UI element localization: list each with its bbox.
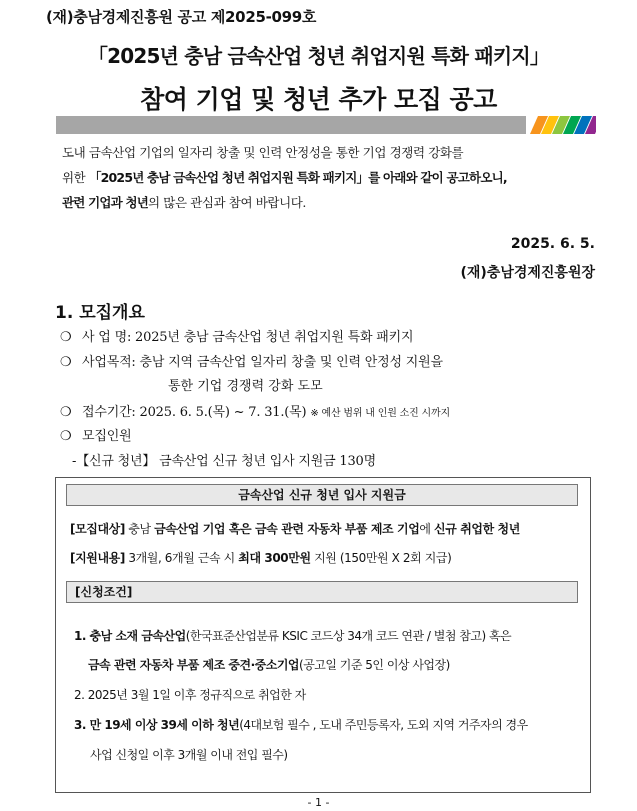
title-line1: 「2025년 충남 금속산업 청년 취업지원 특화 패키지」 bbox=[87, 44, 550, 68]
condition-3-bold: 3. 만 19세 이상 39세 이하 청년 bbox=[74, 718, 240, 732]
target-line bbox=[70, 520, 520, 537]
support-box bbox=[55, 477, 591, 793]
bullet-icon: ❍ bbox=[60, 330, 72, 345]
bullet-icon: ❍ bbox=[60, 355, 72, 370]
item-period bbox=[60, 401, 450, 420]
support-box-heading: 금속산업 신규 청년 입사 지원금 bbox=[66, 484, 578, 506]
page-number: - 1 - bbox=[307, 796, 330, 809]
target-bold1: 금속산업 기업 혹은 금속 관련 자동차 부품 제조 기업 bbox=[154, 522, 420, 536]
period-note: ※ 예산 범위 내 인원 소진 시까지 bbox=[310, 408, 450, 419]
intro-paragraph bbox=[62, 140, 602, 215]
item-project-name bbox=[60, 326, 413, 345]
item-recruit bbox=[60, 425, 131, 444]
conditions-heading: [신청조건] bbox=[66, 581, 578, 603]
support-bold: 최대 300만원 bbox=[238, 551, 311, 565]
recruit-text: 모집인원 bbox=[82, 429, 132, 444]
bullet-icon: ❍ bbox=[60, 429, 72, 444]
item-purpose bbox=[60, 351, 443, 370]
project-name-text: 사 업 명: 2025년 충남 금속산업 청년 취업지원 특화 패키지 bbox=[82, 330, 414, 345]
purpose-text-line1: 사업목적: 충남 지역 금속산업 일자리 창출 및 인력 안정성 지원을 bbox=[82, 355, 443, 370]
issuer-name: (재)충남경제진흥원장 bbox=[460, 265, 595, 281]
support-line bbox=[70, 549, 451, 566]
intro-line3 bbox=[62, 190, 602, 215]
notice-date: 2025. 6. 5. bbox=[510, 236, 595, 252]
condition-3-rest: (4대보험 필수 , 도내 주민등록자, 도외 지역 거주자의 경우 bbox=[239, 718, 528, 732]
target-bold2: 신규 취업한 청년 bbox=[434, 522, 520, 536]
intro-line2-bold: 「2025년 충남 금속산업 청년 취업지원 특화 패키지」를 아래와 같이 공고하오니, bbox=[88, 170, 507, 185]
support-tag: [지원내용] bbox=[70, 551, 125, 565]
support-text2: 지원 (150만원 X 2회 지급) bbox=[310, 551, 452, 565]
period-text: 접수기간: 2025. 6. 5.(목) ~ 7. 31.(목) bbox=[82, 405, 311, 420]
section-title: 1. 모집개요 bbox=[55, 303, 145, 323]
decorative-banner bbox=[56, 116, 593, 134]
intro-line2 bbox=[62, 165, 602, 190]
title-line2: 참여 기업 및 청년 추가 모집 공고 bbox=[140, 85, 497, 114]
condition-3b: 사업 신청일 이후 3개월 이내 전입 필수) bbox=[90, 748, 288, 762]
recruit-detail: -【신규 청년】 금속산업 신규 청년 입사 지원금 130명 bbox=[72, 454, 376, 469]
condition-1b bbox=[88, 656, 450, 673]
condition-1b-bold: 금속 관련 자동차 부품 제조 중견·중소기업 bbox=[88, 658, 300, 672]
purpose-text-line2: 통한 기업 경쟁력 강화 도모 bbox=[168, 379, 323, 394]
condition-2: 2. 2025년 3월 1일 이후 정규직으로 취업한 자 bbox=[74, 688, 306, 702]
banner-gray-bar bbox=[56, 116, 526, 134]
notice-number: (재)충남경제진흥원 공고 제2025-099호 bbox=[46, 8, 317, 26]
target-text1: 충남 bbox=[124, 522, 155, 536]
condition-1 bbox=[74, 627, 511, 644]
intro-line3-bold: 관련 기업과 청년 bbox=[62, 195, 149, 210]
condition-1b-rest: (공고일 기준 5인 이상 사업장) bbox=[299, 658, 450, 672]
intro-line1: 도내 금속산업 기업의 일자리 창출 및 인력 안정성을 통한 기업 경쟁력 강화를 bbox=[62, 145, 464, 160]
target-tag: [모집대상] bbox=[70, 522, 125, 536]
condition-3 bbox=[74, 716, 528, 733]
intro-line3-rest: 의 많은 관심과 참여 바랍니다. bbox=[148, 195, 306, 210]
support-text1: 3개월, 6개월 근속 시 bbox=[124, 551, 239, 565]
intro-line2-prefix: 위한 bbox=[62, 170, 89, 185]
condition-1-bold: 1. 충남 소재 금속산업 bbox=[74, 629, 186, 643]
condition-1-rest: (한국표준산업분류 KSIC 코드상 34개 코드 연관 / 별첨 참고) 혹은 bbox=[185, 629, 512, 643]
bullet-icon: ❍ bbox=[60, 405, 72, 420]
target-text2: 에 bbox=[419, 522, 435, 536]
banner-color-stripes bbox=[524, 116, 596, 134]
